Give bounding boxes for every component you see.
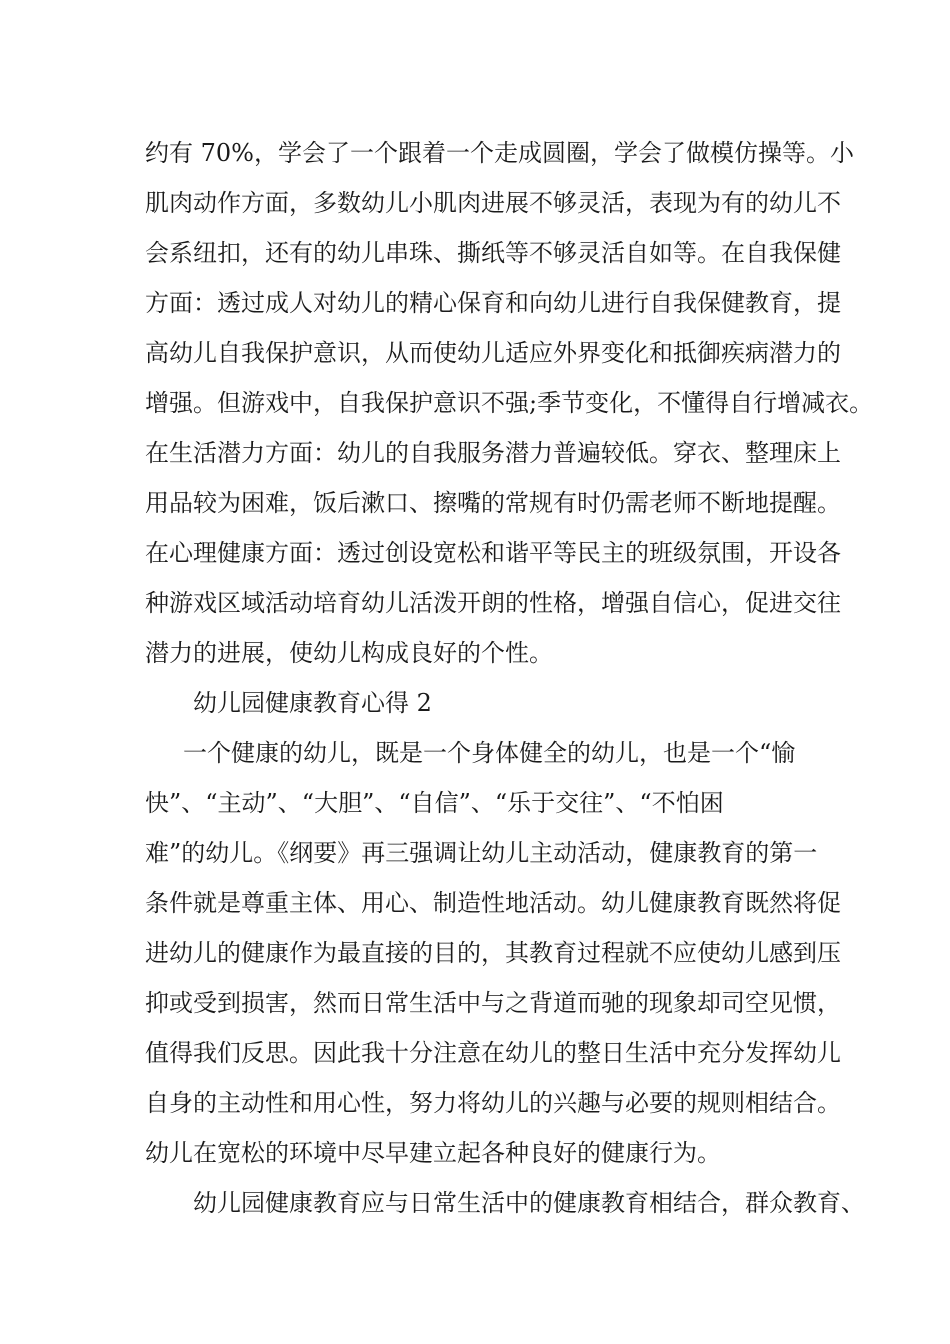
text-line: 自身的主动性和用心性，努力将幼儿的兴趣与必要的规则相结合。 <box>145 1089 841 1117</box>
text-line: 方面：透过成人对幼儿的精心保育和向幼儿进行自我保健教育，提 <box>145 289 841 317</box>
section-heading: 幼儿园健康教育心得 2 <box>193 689 432 717</box>
text-line: 约有 70%，学会了一个跟着一个走成圆圈，学会了做模仿操等。小 <box>145 139 854 167</box>
text-line: 一个健康的幼儿，既是一个身体健全的幼儿，也是一个“愉 <box>183 739 796 767</box>
text-line: 在生活潜力方面：幼儿的自我服务潜力普遍较低。穿衣、整理床上 <box>145 439 841 467</box>
text-line: 进幼儿的健康作为最直接的目的，其教育过程就不应使幼儿感到压 <box>145 939 841 967</box>
text-line: 条件就是尊重主体、用心、制造性地活动。幼儿健康教育既然将促 <box>145 889 841 917</box>
text-line: 幼儿园健康教育应与日常生活中的健康教育相结合，群众教育、 <box>193 1189 865 1217</box>
text-line: 用品较为困难，饭后漱口、擦嘴的常规有时仍需老师不断地提醒。 <box>145 489 841 517</box>
text-line: 抑或受到损害，然而日常生活中与之背道而驰的现象却司空见惯， <box>145 989 841 1017</box>
text-line: 快”、“主动”、“大胆”、“自信”、“乐于交往”、“不怕困 <box>145 789 724 817</box>
text-line: 在心理健康方面：透过创设宽松和谐平等民主的班级氛围，开设各 <box>145 539 841 567</box>
text-line: 难”的幼儿。《纲要》再三强调让幼儿主动活动，健康教育的第一 <box>145 839 818 867</box>
text-line: 高幼儿自我保护意识，从而使幼儿适应外界变化和抵御疾病潜力的 <box>145 339 841 367</box>
text-line: 增强。但游戏中，自我保护意识不强;季节变化，不懂得自行增减衣。 <box>145 389 874 417</box>
text-line: 肌肉动作方面，多数幼儿小肌肉进展不够灵活，表现为有的幼儿不 <box>145 189 841 217</box>
text-line: 种游戏区域活动培育幼儿活泼开朗的性格，增强自信心，促进交往 <box>145 589 841 617</box>
text-line: 潜力的进展，使幼儿构成良好的个性。 <box>145 639 553 667</box>
text-line: 幼儿在宽松的环境中尽早建立起各种良好的健康行为。 <box>145 1139 721 1167</box>
text-line: 值得我们反思。因此我十分注意在幼儿的整日生活中充分发挥幼儿 <box>145 1039 841 1067</box>
text-line: 会系纽扣，还有的幼儿串珠、撕纸等不够灵活自如等。在自我保健 <box>145 239 841 267</box>
